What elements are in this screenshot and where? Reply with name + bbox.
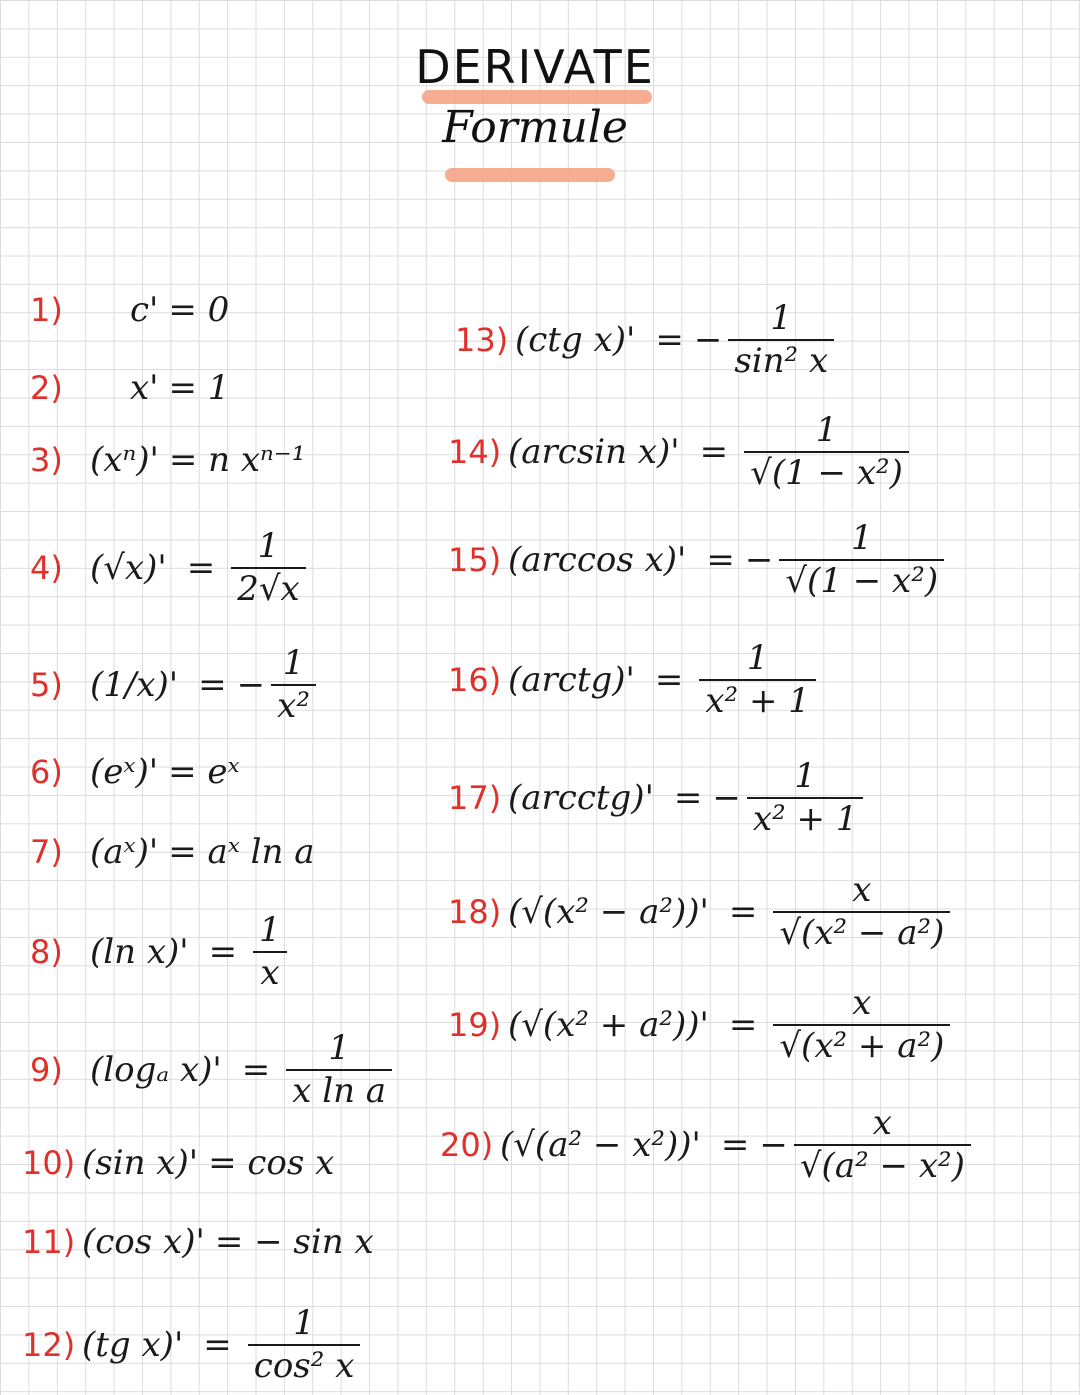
fraction-denominator: 2√x bbox=[237, 569, 300, 610]
formula-number: 5) bbox=[30, 666, 63, 705]
fraction-numerator: 1 bbox=[746, 638, 769, 678]
fraction bbox=[773, 872, 950, 953]
formula-lhs: (ln x)' bbox=[90, 932, 189, 973]
formula-14: 14) (arcsin x)' = $\frac{1}{\text{√(1 − x²)}}$ bbox=[448, 412, 909, 493]
page-subtitle: Formule bbox=[442, 102, 628, 153]
formula-18: 18) (√(x² − a²))' = $\frac{x}{\text{√(x² − a²)}}$ bbox=[448, 872, 950, 953]
fraction bbox=[779, 520, 944, 601]
fraction bbox=[231, 528, 305, 609]
formula-lhs: (aˣ)' bbox=[90, 832, 159, 872]
fraction-denominator: x² bbox=[277, 686, 310, 727]
formula-rhs: = eˣ bbox=[168, 752, 240, 792]
formula-13: 13) (ctg x)' = − $\frac{1}{\text{sin² x}}$ bbox=[455, 300, 834, 381]
formula-16: 16) (arctg)' = $\frac{1}{\text{x² + 1}}$ bbox=[448, 640, 816, 721]
fraction bbox=[253, 912, 287, 993]
fraction-denominator: √(x² + a²) bbox=[779, 1026, 945, 1067]
formula-sign: − bbox=[744, 540, 774, 581]
formula-lhs: (arctg)' bbox=[508, 660, 635, 701]
fraction bbox=[794, 1105, 971, 1186]
formula-lhs: (logₐ x)' bbox=[90, 1050, 222, 1091]
fraction-denominator: √(1 − x²) bbox=[750, 453, 903, 494]
formula-number: 7) bbox=[30, 833, 63, 871]
fraction bbox=[744, 412, 909, 493]
fraction-numerator: 1 bbox=[257, 526, 280, 566]
formula-15: 15) (arccos x)' = − $\frac{1}{\text{√(1 − x²)}}$ bbox=[448, 520, 944, 601]
formula-5: 5) (1/x)' = − $\frac{1}{\text{x²}}$ bbox=[30, 645, 316, 726]
formula-number: 8) bbox=[30, 933, 63, 972]
formula-sign: − bbox=[236, 665, 266, 706]
formula-rhs: = 0 bbox=[168, 290, 230, 330]
fraction-denominator: x² + 1 bbox=[752, 799, 858, 840]
formula-lhs: c' bbox=[130, 290, 159, 330]
formula-8: 8) (ln x)' = $\frac{1}{x}$ bbox=[30, 912, 287, 993]
formula-10 bbox=[22, 1143, 334, 1183]
formula-number: 19) bbox=[448, 1006, 502, 1045]
formula-number: 13) bbox=[455, 321, 509, 360]
formula-sign: − bbox=[759, 1125, 788, 1166]
formula-3 bbox=[30, 440, 305, 480]
fraction bbox=[271, 645, 316, 726]
fraction-numerator: 1 bbox=[815, 410, 838, 450]
formula-lhs: (cos x)' bbox=[82, 1222, 205, 1262]
formula-17: 17) (arcctg)' = − $\frac{1}{\text{x² + 1}}$ bbox=[448, 758, 863, 839]
fraction-numerator: 1 bbox=[850, 518, 873, 558]
formula-number: 15) bbox=[448, 541, 502, 580]
formula-lhs: (xⁿ)' bbox=[90, 440, 159, 480]
fraction-denominator: √(x² − a²) bbox=[779, 913, 945, 954]
fraction-denominator: x bbox=[260, 953, 280, 994]
formula-lhs: x' bbox=[130, 368, 159, 408]
formula-rhs: = 1 bbox=[168, 368, 230, 408]
formula-12: 12) (tg x)' = $\frac{1}{\text{cos² x}}$ bbox=[22, 1305, 360, 1386]
fraction bbox=[728, 300, 834, 381]
formula-lhs: (sin x)' bbox=[82, 1143, 199, 1183]
fraction-denominator: x² + 1 bbox=[705, 681, 810, 722]
formula-lhs: (arcctg)' bbox=[508, 778, 654, 819]
formula-number: 11) bbox=[22, 1223, 76, 1261]
fraction-numerator: 1 bbox=[259, 910, 281, 950]
formula-number: 18) bbox=[448, 893, 502, 932]
formula-lhs: (ctg x)' bbox=[515, 320, 636, 361]
formula-20: 20) (√(a² − x²))' = − $\frac{x}{\text{√(a² − x²)}}$ bbox=[440, 1105, 971, 1186]
formula-11 bbox=[22, 1222, 374, 1262]
formula-sign: − bbox=[693, 320, 723, 361]
formula-7 bbox=[30, 832, 315, 872]
formula-19: 19) (√(x² + a²))' = $\frac{x}{\text{√(x² + a²)}}$ bbox=[448, 985, 950, 1066]
formula-rhs: = aˣ ln a bbox=[168, 832, 315, 872]
formula-number: 6) bbox=[30, 753, 63, 791]
formula-1 bbox=[30, 290, 229, 330]
formula-4: 4) (√x)' = $\frac{1}{2√x}$ bbox=[30, 528, 306, 609]
formula-9: 9) (logₐ x)' = $\frac{1}{\text{x ln a}}$ bbox=[30, 1030, 392, 1111]
formula-number: 14) bbox=[448, 433, 502, 472]
formula-number: 10) bbox=[22, 1144, 76, 1182]
fraction bbox=[286, 1030, 392, 1111]
fraction-numerator: 1 bbox=[328, 1028, 350, 1068]
formula-lhs: (1/x)' bbox=[90, 665, 179, 706]
formula-lhs: (√(x² − a²))' bbox=[508, 892, 709, 933]
fraction-denominator: sin² x bbox=[734, 341, 829, 382]
formula-number: 9) bbox=[30, 1051, 63, 1090]
formula-number: 2) bbox=[30, 369, 63, 407]
page-title: DERIVATE bbox=[415, 40, 655, 94]
title-block bbox=[400, 40, 670, 153]
formula-lhs: (√(x² + a²))' bbox=[508, 1005, 709, 1046]
formula-lhs: (tg x)' bbox=[82, 1325, 184, 1366]
formula-2 bbox=[30, 368, 229, 408]
formula-lhs: (√(a² − x²))' bbox=[500, 1125, 701, 1166]
formula-number: 3) bbox=[30, 441, 63, 479]
formula-number: 12) bbox=[22, 1326, 76, 1365]
formula-lhs: (√x)' bbox=[90, 548, 167, 589]
fraction-denominator: x ln a bbox=[292, 1071, 387, 1112]
formula-rhs: = cos x bbox=[208, 1143, 335, 1183]
formula-number: 1) bbox=[30, 291, 63, 329]
fraction-numerator: 1 bbox=[293, 1303, 315, 1343]
fraction-denominator: cos² x bbox=[253, 1346, 355, 1387]
fraction bbox=[248, 1305, 361, 1386]
fraction-numerator: 1 bbox=[770, 298, 793, 338]
formula-number: 16) bbox=[448, 661, 502, 700]
fraction-numerator: x bbox=[852, 870, 872, 910]
formula-sign: − bbox=[712, 778, 741, 819]
formula-rhs: = − sin x bbox=[214, 1222, 374, 1262]
subtitle-underline bbox=[445, 168, 615, 182]
formula-rhs: = n xⁿ⁻¹ bbox=[168, 440, 306, 480]
formula-number: 17) bbox=[448, 779, 502, 818]
formula-number: 4) bbox=[30, 549, 63, 588]
fraction-numerator: x bbox=[872, 1103, 892, 1143]
formula-6 bbox=[30, 752, 240, 792]
fraction-denominator: √(a² − x²) bbox=[799, 1146, 965, 1187]
fraction bbox=[747, 758, 864, 839]
formula-lhs: (arcsin x)' bbox=[508, 432, 680, 473]
fraction-numerator: 1 bbox=[282, 643, 305, 683]
formula-number: 20) bbox=[440, 1126, 494, 1165]
fraction-denominator: √(1 − x²) bbox=[785, 561, 939, 602]
fraction bbox=[699, 640, 816, 721]
formula-lhs: (eˣ)' bbox=[90, 752, 159, 792]
fraction bbox=[773, 985, 950, 1066]
fraction-numerator: x bbox=[852, 983, 872, 1023]
fraction-numerator: 1 bbox=[794, 756, 817, 796]
formula-lhs: (arccos x)' bbox=[508, 540, 687, 581]
